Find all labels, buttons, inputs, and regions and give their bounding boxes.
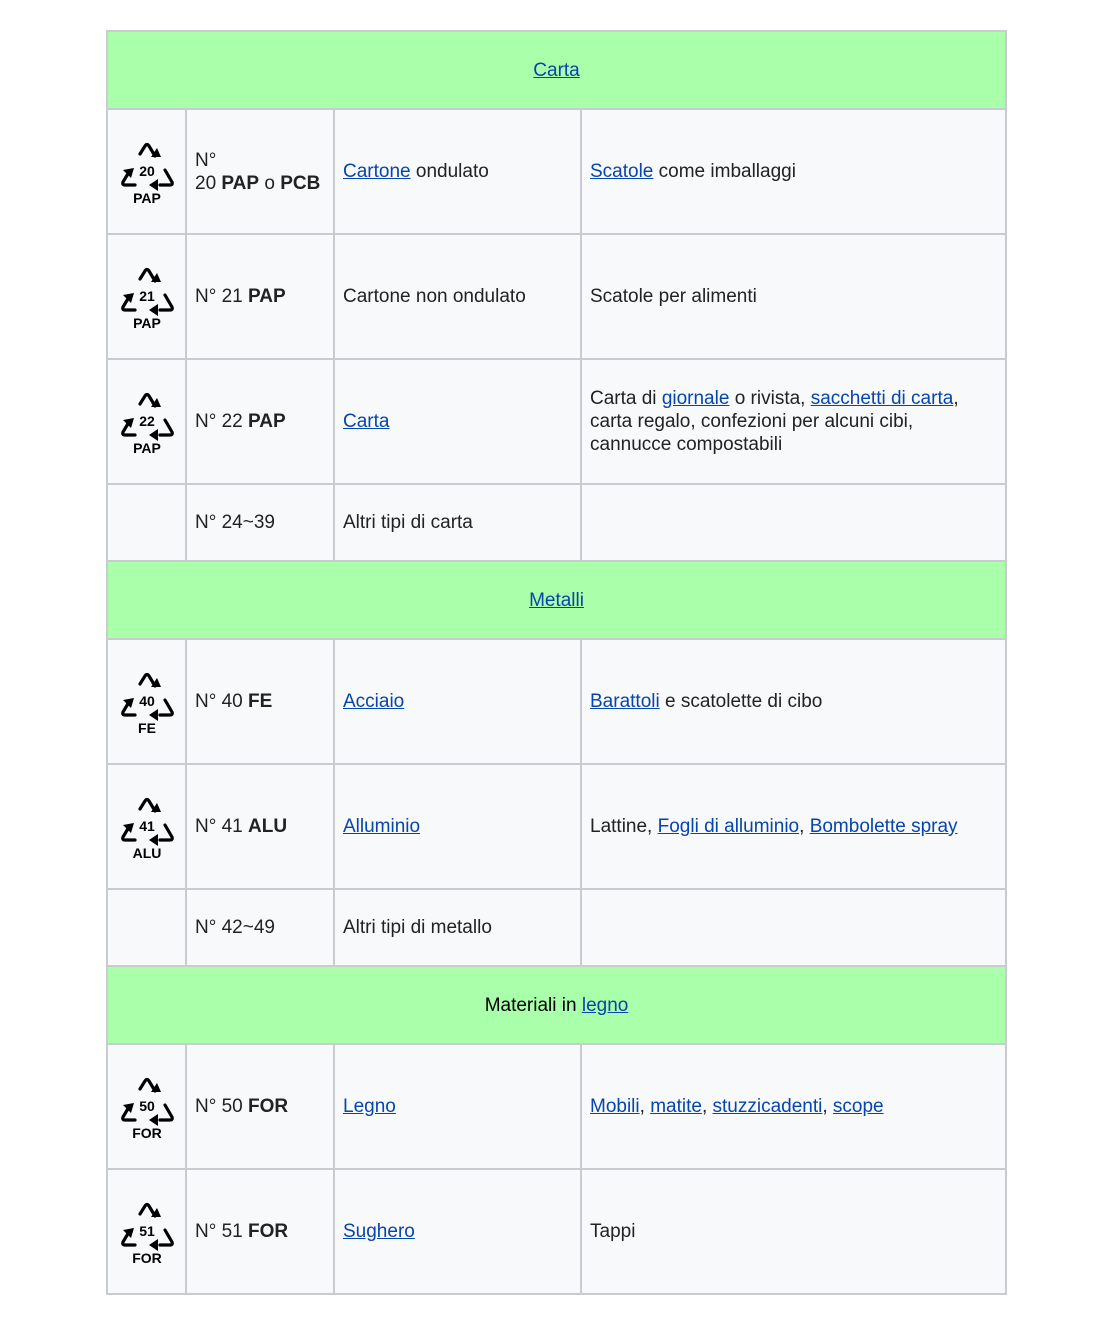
cell-text: N° 21	[195, 286, 249, 307]
section-header-row	[107, 31, 1006, 109]
cell-text: Cartone non ondulato	[343, 286, 526, 307]
cell-text: N° 24~39	[195, 512, 275, 533]
examples-cell	[581, 1169, 1006, 1294]
symbol-cell	[107, 639, 186, 764]
symbol-cell	[107, 1044, 186, 1169]
cell-text: ,	[822, 1096, 833, 1117]
section-header-row	[107, 561, 1006, 639]
cell-text: ondulato	[410, 161, 489, 182]
symbol-cell	[107, 889, 186, 966]
recycling-codes-table	[106, 30, 1007, 1295]
cell-text: N° 51	[195, 1221, 249, 1242]
link-giornale[interactable]: giornale	[661, 388, 730, 409]
table-row	[107, 889, 1006, 966]
symbol-number: 20	[138, 162, 155, 179]
code-cell	[186, 109, 334, 234]
link-legno[interactable]: Legno	[343, 1096, 396, 1117]
code-abbreviation: ALU	[248, 816, 288, 837]
cell-text: ,	[701, 1096, 713, 1117]
symbol-number: 22	[138, 412, 155, 429]
symbol-abbreviation: PAP	[132, 189, 161, 206]
symbol-cell	[107, 484, 186, 561]
cell-text: , carta regalo, confezioni per alcuni cibi, cannucce compostabili	[590, 388, 959, 455]
cell-text: N° 22	[195, 411, 249, 432]
link-bombolette-spray[interactable]: Bombolette spray	[809, 816, 958, 837]
cell-text: Scatole per alimenti	[590, 286, 757, 307]
cell-text: ,	[639, 1096, 651, 1117]
code-cell	[186, 764, 334, 889]
cell-text: Carta di	[590, 388, 662, 409]
cell-text: Materiali in	[484, 994, 582, 1016]
link-acciaio[interactable]: Acciaio	[343, 691, 405, 712]
link-matite[interactable]: matite	[650, 1096, 702, 1117]
link-cartone[interactable]: Cartone	[343, 161, 411, 182]
link-sacchetti-di-carta[interactable]: sacchetti di carta	[810, 388, 954, 409]
cell-text: N° 50	[195, 1096, 249, 1117]
examples-cell	[581, 234, 1006, 359]
cell-text: N°	[195, 149, 217, 171]
link-alluminio[interactable]: Alluminio	[343, 816, 421, 837]
cell-text: ,	[799, 816, 810, 837]
link-mobili[interactable]: Mobili	[590, 1096, 640, 1117]
material-cell	[334, 639, 581, 764]
symbol-abbreviation: FOR	[131, 1124, 162, 1141]
code-cell	[186, 484, 334, 561]
code-abbreviation: PAP	[248, 286, 286, 307]
table-row	[107, 764, 1006, 889]
material-cell	[334, 359, 581, 484]
symbol-abbreviation: FOR	[131, 1249, 162, 1266]
examples-cell	[581, 639, 1006, 764]
code-cell	[186, 1044, 334, 1169]
table-row	[107, 1044, 1006, 1169]
symbol-abbreviation: FE	[137, 719, 156, 736]
symbol-abbreviation: ALU	[132, 844, 161, 861]
cell-text: N° 42~49	[195, 917, 275, 938]
recycling-triangle-icon	[116, 387, 178, 457]
cell-text: 20	[195, 172, 222, 194]
link-sughero[interactable]: Sughero	[343, 1221, 415, 1242]
recycling-triangle-icon	[116, 262, 178, 332]
link-metalli[interactable]: Metalli	[529, 589, 584, 611]
link-carta[interactable]: Carta	[343, 411, 390, 432]
symbol-number: 40	[138, 692, 155, 709]
cell-text: come imballaggi	[653, 161, 796, 182]
table-row	[107, 359, 1006, 484]
recycling-triangle-icon	[116, 1197, 178, 1267]
table-row	[107, 639, 1006, 764]
material-cell	[334, 889, 581, 966]
symbol-number: 51	[138, 1222, 155, 1239]
cell-text: Altri tipi di carta	[343, 512, 473, 533]
code-abbreviation: FOR	[248, 1096, 289, 1117]
link-legno[interactable]: legno	[581, 994, 629, 1016]
recycling-triangle-icon	[116, 137, 178, 207]
section-header-row	[107, 966, 1006, 1044]
code-cell	[186, 639, 334, 764]
code-abbreviation: PAP	[221, 172, 260, 194]
symbol-abbreviation: PAP	[132, 439, 161, 456]
symbol-cell	[107, 234, 186, 359]
link-scatole[interactable]: Scatole	[590, 161, 654, 182]
code-cell	[186, 889, 334, 966]
cell-text: o rivista,	[729, 388, 811, 409]
cell-text: N° 40	[195, 691, 249, 712]
symbol-cell	[107, 1169, 186, 1294]
code-cell	[186, 234, 334, 359]
material-cell	[334, 1044, 581, 1169]
table-row	[107, 484, 1006, 561]
link-carta[interactable]: Carta	[533, 59, 580, 81]
cell-text: o	[259, 172, 281, 194]
symbol-abbreviation: PAP	[132, 314, 161, 331]
cell-text: e scatolette di cibo	[659, 691, 823, 712]
examples-cell	[581, 1044, 1006, 1169]
material-cell	[334, 1169, 581, 1294]
symbol-cell	[107, 109, 186, 234]
examples-cell	[581, 359, 1006, 484]
code-cell	[186, 1169, 334, 1294]
symbol-cell	[107, 764, 186, 889]
cell-text: Altri tipi di metallo	[343, 917, 492, 938]
link-barattoli[interactable]: Barattoli	[590, 691, 660, 712]
symbol-number: 50	[138, 1097, 155, 1114]
examples-cell	[581, 484, 1006, 561]
examples-cell	[581, 109, 1006, 234]
symbol-number: 41	[138, 817, 155, 834]
code-abbreviation: FOR	[248, 1221, 289, 1242]
table-row	[107, 1169, 1006, 1294]
cell-text: N° 41	[195, 816, 249, 837]
code-abbreviation: PAP	[248, 411, 286, 432]
examples-cell	[581, 889, 1006, 966]
code-cell	[186, 359, 334, 484]
material-cell	[334, 484, 581, 561]
cell-text: Tappi	[590, 1221, 636, 1242]
table-row	[107, 234, 1006, 359]
material-cell	[334, 109, 581, 234]
section-header	[107, 561, 1006, 639]
code-abbreviation: FE	[248, 691, 273, 712]
link-stuzzicadenti[interactable]: stuzzicadenti	[712, 1096, 823, 1117]
symbol-number: 21	[138, 287, 155, 304]
recycling-triangle-icon	[116, 792, 178, 862]
recycling-triangle-icon	[116, 1072, 178, 1142]
examples-cell	[581, 764, 1006, 889]
link-scope[interactable]: scope	[832, 1096, 884, 1117]
symbol-cell	[107, 359, 186, 484]
table-row	[107, 109, 1006, 234]
section-header	[107, 31, 1006, 109]
material-cell	[334, 234, 581, 359]
section-header	[107, 966, 1006, 1044]
cell-text: Lattine,	[590, 816, 658, 837]
material-cell	[334, 764, 581, 889]
code-abbreviation: PCB	[280, 172, 321, 194]
recycling-triangle-icon	[116, 667, 178, 737]
link-fogli-di-alluminio[interactable]: Fogli di alluminio	[657, 816, 800, 837]
